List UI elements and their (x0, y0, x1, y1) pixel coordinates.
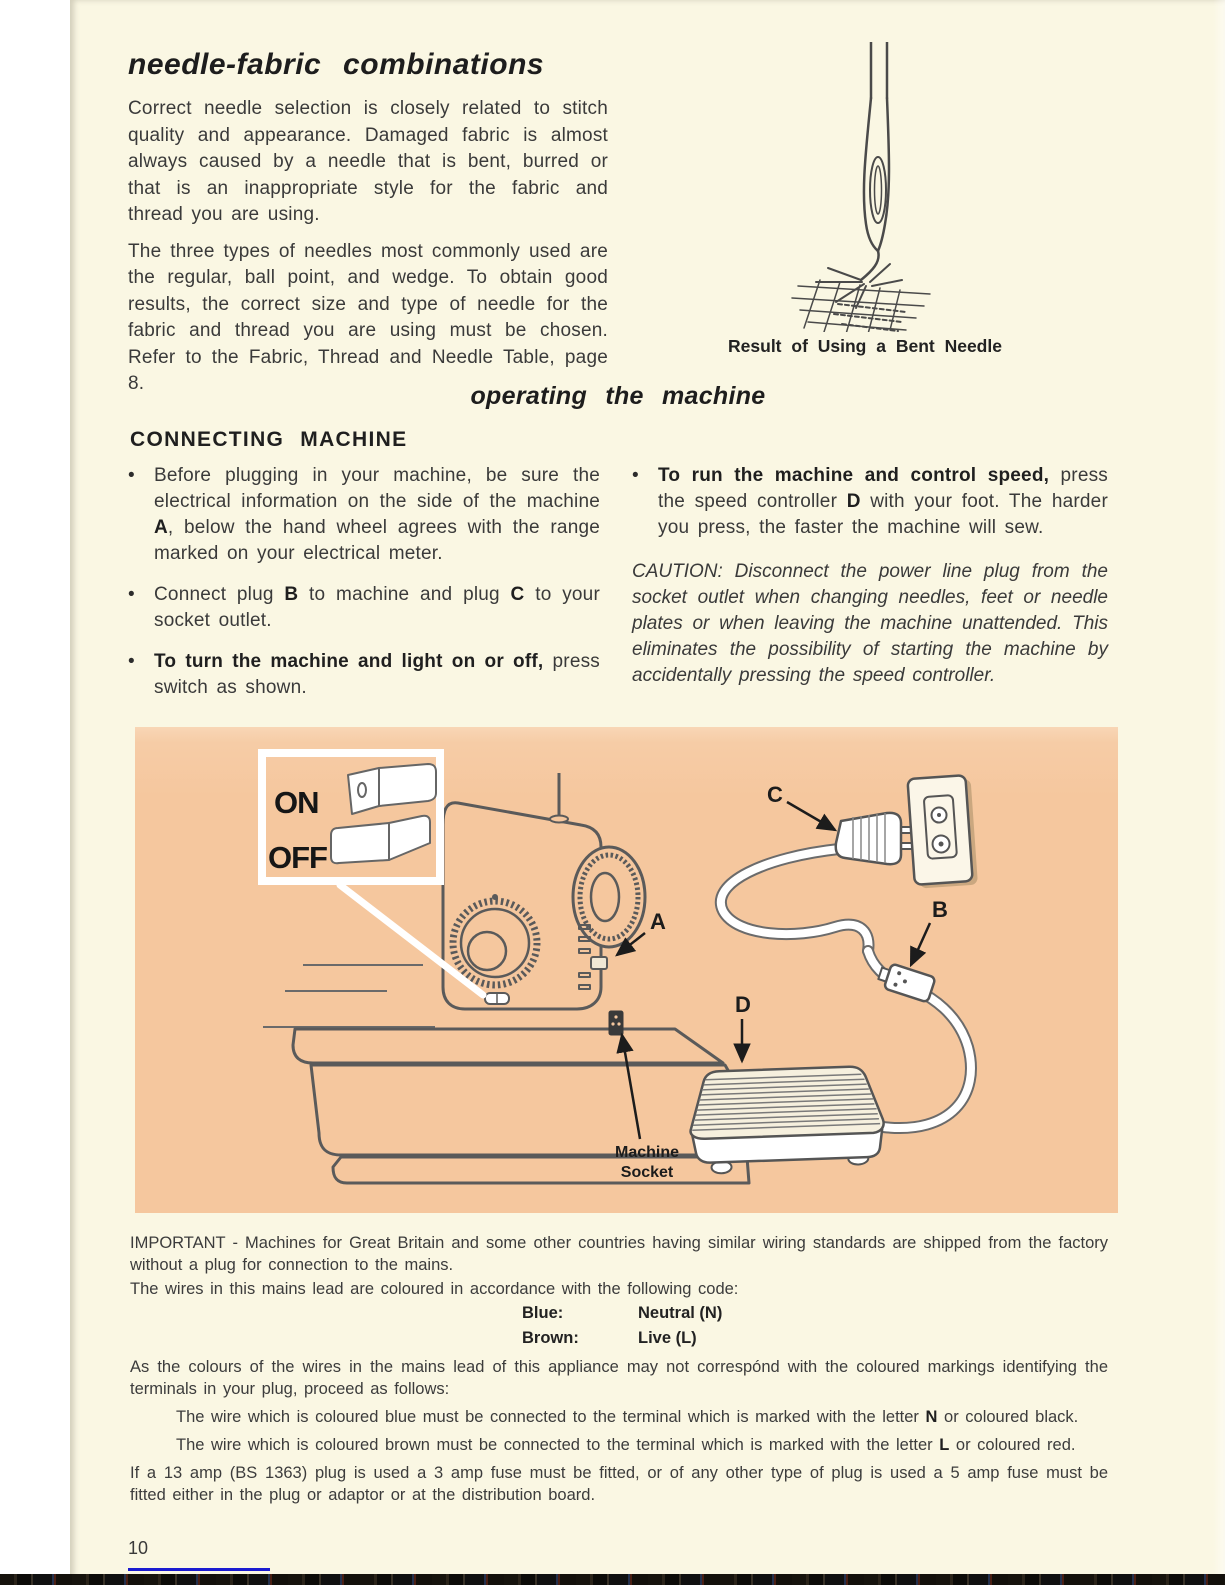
bent-needle-figure (720, 42, 1040, 332)
machine-socket-label-line2: Socket (620, 1164, 674, 1181)
label-c: C (767, 782, 783, 807)
important-paragraph-1: IMPORTANT - Machines for Great Britain and some other countries having similar wiring standards are shipped from the factory without a plug for connection to the mains. (130, 1234, 1108, 1274)
needle-section-text (128, 96, 608, 398)
rocker-switch-on-icon (348, 764, 436, 814)
bent-needle-icon (720, 42, 1040, 332)
electrical-info-plate (591, 957, 607, 969)
important-paragraph-6: If a 13 amp (BS 1363) plug is used a 3 amp fuse must be fitted, or of any other type of plug is used a 5 amp fuse must be fitted either in the plug or adaptor or at the distribution board. (130, 1464, 1108, 1504)
needle-paragraph-1: Correct needle selection is closely related to stitch quality and appearance. Damaged fabric is almost always caused by a needle that is bent, burred or that is an inappropriate style for the fabric and thread you are using. (128, 98, 608, 225)
section-title-needle-fabric: needle-fabric combinations (128, 48, 545, 81)
bullet-text: To run the machine and control speed, press the speed controller D with your foot. The harder you press, the faster the machine will sew. (658, 465, 1108, 538)
label-a: A (650, 909, 666, 934)
bullet-icon: • (128, 651, 135, 672)
important-wiring-notice (130, 1232, 1108, 1506)
on-off-inset (262, 753, 440, 881)
speed-controller (689, 1066, 886, 1175)
off-label: OFF (268, 840, 327, 875)
bullet-text: Connect plug B to machine and plug C to your socket outlet. (154, 584, 600, 631)
machine-socket-label-line1: Machine (614, 1144, 680, 1161)
bullet-text: To turn the machine and light on or off, press switch as shown. (154, 651, 600, 698)
figure-caption: Result of Using a Bent Needle (728, 336, 1002, 356)
speed-lines (263, 965, 435, 1027)
important-paragraph-2: The wires in this mains lead are coloured in accordance with the following code: (130, 1280, 739, 1298)
wire-code-blue (522, 1302, 1108, 1325)
bullet-icon: • (128, 584, 135, 605)
important-paragraph-5: The wire which is coloured brown must be connected to the terminal which is marked with the letter L or coloured red. (176, 1436, 1076, 1454)
connecting-columns (128, 463, 1108, 701)
label-d: D (735, 992, 751, 1017)
bullet-text: Before plugging in your machine, be sure the electrical information on the side of the machine A, below the hand wheel agrees with the range marked on your electrical meter. (154, 465, 600, 564)
rocker-switch-off-icon (331, 816, 430, 863)
connection-diagram-art (135, 727, 1118, 1213)
wire-code-brown (522, 1327, 1108, 1350)
bullet-icon: • (128, 465, 135, 486)
bullet-item-connect-plug (128, 582, 600, 634)
bullet-item-run-machine (632, 463, 1108, 541)
right-column (632, 463, 1108, 701)
needle-paragraph-2: The three types of needles most commonly used are the regular, ball point, and wedge. To obtain good results, the correct size and type of needle for the fabric and thread you are using must be chosen. Refer to the Fabric, Thread and Needle Table, page 8. (128, 240, 608, 394)
wire-code-value: Neutral (N) (638, 1304, 723, 1322)
machine-socket (609, 1011, 623, 1035)
label-b: B (932, 897, 948, 922)
important-paragraph-3: As the colours of the wires in the mains lead of this appliance may not correspónd with the coloured markings identifying the terminals in your plug, proceed as follows: (130, 1358, 1108, 1398)
heading-connecting-machine: CONNECTING MACHINE (130, 428, 408, 451)
wire-code-value: Live (L) (638, 1329, 697, 1347)
important-paragraph-4: The wire which is coloured blue must be connected to the terminal which is marked with the letter N or coloured black. (176, 1408, 1079, 1426)
page-number: 10 (128, 1538, 149, 1558)
scan-edge-strip (0, 1574, 1225, 1585)
blue-underline (128, 1568, 270, 1571)
power-plug-c (836, 813, 921, 864)
wire-code-label: Brown: (522, 1329, 579, 1347)
bullet-item-before-plugging (128, 463, 600, 567)
bullet-icon: • (632, 465, 639, 486)
bullet-item-turn-on-off (128, 649, 600, 701)
manual-page (70, 0, 1225, 1585)
wire-code-label: Blue: (522, 1304, 564, 1322)
caution-paragraph: CAUTION: Disconnect the power line plug from the socket outlet when changing needles, feet or needle plates or when leaving the machine unattended. This eliminates the possibility of starting the machine by accidentally pressing the speed controller. (632, 561, 1108, 686)
left-column (128, 463, 600, 701)
machine-plug-b (876, 961, 935, 1002)
connection-diagram (135, 727, 1118, 1213)
on-label: ON (274, 785, 319, 820)
section-title-operating: operating the machine (470, 382, 766, 410)
wall-socket (907, 775, 978, 889)
